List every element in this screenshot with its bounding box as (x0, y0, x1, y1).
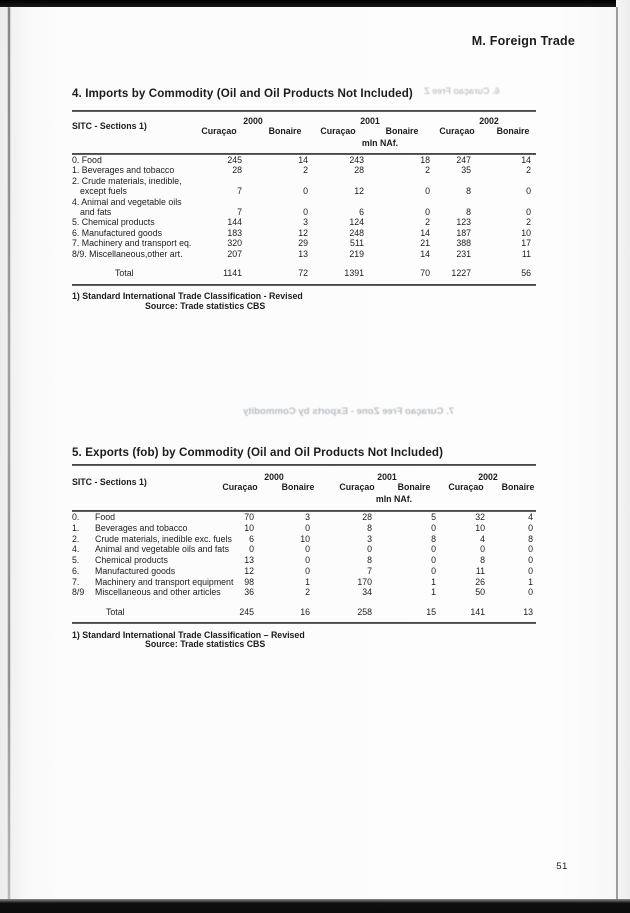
cell-value: 0 (431, 555, 436, 565)
row-label: 2. Crude materials, inedible, (72, 175, 182, 186)
year-header-2000: 2000 (243, 116, 263, 126)
table-body (72, 155, 536, 278)
cell-value: 12 (244, 565, 254, 576)
cell-value: 21 (420, 238, 430, 249)
cell-value: 0 (305, 555, 310, 565)
total-label: Total (115, 267, 134, 278)
cell-value: 28 (354, 165, 364, 176)
region-header-bonaire: Bonaire (397, 482, 431, 492)
cell-value: 3 (303, 217, 308, 228)
total-row (72, 607, 536, 618)
cell-value: 13 (244, 555, 254, 565)
cell-value: 50 (475, 587, 485, 598)
cell-value: 0 (431, 565, 436, 576)
cell-value: 7 (237, 186, 242, 197)
row-label-continued: and fats (80, 206, 112, 217)
region-header-bonaire: Bonaire (385, 126, 419, 136)
total-value: 258 (357, 607, 372, 617)
cell-value: 0 (526, 206, 531, 217)
footnote-source: Source: Trade statistics CBS (145, 300, 266, 311)
cell-value: 248 (349, 227, 364, 238)
total-value: 1391 (344, 267, 364, 278)
row-label: Machinery and transport equipment (95, 576, 234, 587)
row-number: 0. (72, 512, 80, 522)
row-label-continued: except fuels (80, 186, 127, 197)
footnote-sitc: 1) Standard International Trade Classification - Revised (72, 291, 303, 302)
cell-value: 0 (528, 565, 533, 576)
section-title-imports: 4. Imports by Commodity (Oil and Oil Products Not Included) (72, 87, 413, 100)
cell-value: 0 (528, 522, 533, 533)
table-rule-bottom (72, 622, 536, 624)
cell-value: 0 (249, 544, 254, 555)
year-header-2001: 2001 (360, 116, 380, 126)
cell-value: 144 (227, 217, 242, 228)
total-value: 1141 (223, 267, 242, 278)
cell-value: 0 (305, 565, 310, 576)
total-label: Total (106, 607, 125, 617)
cell-value: 320 (227, 238, 242, 249)
cell-value: 243 (349, 155, 364, 165)
table-footnotes (72, 292, 536, 311)
total-value: 245 (239, 607, 254, 617)
cell-value: 10 (244, 522, 254, 533)
table-row (72, 534, 536, 545)
cell-value: 0 (303, 186, 308, 197)
total-value: 15 (426, 607, 436, 617)
cell-value: 1 (305, 576, 310, 587)
cell-value: 17 (521, 238, 531, 249)
cell-value: 1 (431, 587, 436, 598)
row-number: 7. (72, 576, 80, 587)
region-header-bonaire: Bonaire (501, 482, 535, 492)
cell-value: 7 (367, 565, 372, 576)
bleed-through-text: 6. Curaçao Free Z (424, 86, 500, 96)
cell-value: 123 (456, 217, 471, 228)
cell-value: 6 (249, 533, 254, 544)
cell-value: 70 (244, 512, 254, 522)
bleed-through-text: 7. Curaçao Free Zone - Exports by Commodity (243, 406, 455, 417)
region-header-bonaire: Bonaire (496, 126, 530, 136)
cell-value: 34 (362, 587, 372, 598)
row-label: Manufactured goods (95, 565, 176, 576)
section-title-exports: 5. Exports (fob) by Commodity (Oil and Oil Products Not Included) (72, 446, 444, 459)
cell-value: 14 (298, 155, 308, 165)
sitc-column-header: SITC - Sections 1) (72, 477, 147, 487)
cell-value: 511 (349, 238, 364, 249)
row-number: 5. (72, 555, 80, 565)
total-value: 72 (298, 267, 308, 278)
cell-value: 5 (431, 512, 436, 522)
cell-value: 0 (528, 587, 533, 598)
region-header-curacao: Curaçao (439, 126, 475, 136)
cell-value: 8 (466, 186, 471, 197)
row-label: Crude materials, inedible exc. fuels (95, 533, 232, 544)
table-header (72, 466, 536, 510)
cell-value: 207 (227, 248, 242, 259)
cell-value: 35 (461, 165, 471, 176)
sitc-column-header: SITC - Sections 1) (72, 121, 147, 131)
cell-value: 2 (526, 217, 531, 228)
row-number: 8/9 (72, 587, 85, 598)
total-value: 141 (470, 607, 485, 617)
cell-value: 8 (480, 555, 485, 565)
cell-value: 14 (521, 155, 531, 165)
cell-value: 0 (305, 522, 310, 533)
total-value: 56 (521, 267, 531, 278)
scan-left-edge-line (8, 7, 10, 902)
row-label: 5. Chemical products (72, 217, 155, 228)
row-number: 1. (72, 522, 80, 533)
cell-value: 8 (367, 522, 372, 533)
row-label: Miscellaneous and other articles (95, 587, 221, 598)
scan-bottom-edge-bar (0, 899, 630, 913)
cell-value: 8 (367, 555, 372, 565)
row-label: Animal and vegetable oils and fats (95, 544, 229, 555)
scan-right-edge-line (616, 7, 618, 902)
cell-value: 388 (456, 238, 471, 249)
region-header-curacao: Curaçao (222, 482, 258, 492)
region-header-curacao: Curaçao (448, 482, 484, 492)
year-header-2002: 2002 (478, 472, 498, 482)
total-value: 1227 (451, 267, 471, 278)
table-row (72, 566, 536, 577)
region-header-curacao: Curaçao (201, 126, 237, 136)
cell-value: 12 (298, 227, 308, 238)
table-footnotes (72, 631, 536, 650)
row-label: 6. Manufactured goods (72, 227, 162, 238)
cell-value: 10 (475, 522, 485, 533)
cell-value: 170 (357, 576, 372, 587)
cell-value: 3 (367, 533, 372, 544)
cell-value: 0 (425, 206, 430, 217)
table-row (72, 555, 536, 566)
cell-value: 98 (244, 576, 254, 587)
total-value: 16 (300, 607, 310, 617)
row-number: 4. (72, 544, 80, 555)
cell-value: 0 (431, 544, 436, 555)
table-row (72, 197, 536, 207)
imports-table (72, 110, 536, 311)
table-rule-bottom (72, 284, 536, 286)
region-header-bonaire: Bonaire (281, 482, 315, 492)
cell-value: 187 (456, 227, 471, 238)
table-row (72, 577, 536, 588)
cell-value: 36 (244, 587, 254, 598)
year-header-2000: 2000 (264, 472, 284, 482)
cell-value: 0 (526, 186, 531, 197)
cell-value: 0 (431, 522, 436, 533)
cell-value: 28 (232, 165, 242, 176)
scan-top-edge-bar (0, 0, 616, 7)
cell-value: 12 (354, 186, 364, 197)
table-row (72, 512, 536, 523)
cell-value: 0 (528, 544, 533, 555)
region-header-curacao: Curaçao (339, 482, 375, 492)
table-header (72, 112, 536, 153)
cell-value: 0 (305, 544, 310, 555)
table-row (72, 186, 536, 196)
cell-value: 7 (237, 206, 242, 217)
cell-value: 2 (303, 165, 308, 176)
scan-right-strip (618, 0, 630, 913)
row-number: 2. (72, 533, 80, 544)
table-row (72, 544, 536, 555)
cell-value: 2 (305, 587, 310, 598)
cell-value: 32 (475, 512, 485, 522)
table-row (72, 207, 536, 217)
unit-label: mln NAf. (361, 138, 399, 148)
table-row (72, 165, 536, 175)
row-label: 0. Food (72, 155, 102, 165)
table-row (72, 587, 536, 598)
cell-value: 2 (425, 165, 430, 176)
row-label: Beverages and tobacco (95, 522, 188, 533)
table-row (72, 155, 536, 165)
page-header: M. Foreign Trade (471, 34, 575, 48)
cell-value: 2 (526, 165, 531, 176)
cell-value: 1 (528, 576, 533, 587)
cell-value: 8 (528, 533, 533, 544)
cell-value: 245 (227, 155, 242, 165)
exports-table (72, 464, 536, 650)
region-header-curacao: Curaçao (320, 126, 356, 136)
cell-value: 0 (367, 544, 372, 555)
cell-value: 6 (359, 206, 364, 217)
row-label: Chemical products (95, 555, 168, 565)
cell-value: 0 (528, 555, 533, 565)
cell-value: 0 (480, 544, 485, 555)
cell-value: 8 (431, 533, 436, 544)
cell-value: 18 (420, 155, 430, 165)
total-value: 70 (420, 267, 430, 278)
cell-value: 26 (475, 576, 485, 587)
row-label: 1. Beverages and tobacco (72, 165, 175, 176)
cell-value: 4 (528, 512, 533, 522)
cell-value: 28 (362, 512, 372, 522)
cell-value: 0 (425, 186, 430, 197)
cell-value: 8 (466, 206, 471, 217)
cell-value: 0 (303, 206, 308, 217)
row-number: 6. (72, 565, 80, 576)
table-row (72, 176, 536, 186)
cell-value: 10 (521, 227, 531, 238)
row-label: 4. Animal and vegetable oils (72, 196, 182, 207)
table-body (72, 512, 536, 618)
row-label: Food (95, 512, 116, 522)
cell-value: 14 (420, 248, 430, 259)
cell-value: 10 (300, 533, 310, 544)
cell-value: 13 (298, 248, 308, 259)
total-row (72, 268, 536, 278)
cell-value: 11 (521, 248, 531, 259)
row-label: 8/9. Miscellaneous,other art. (72, 248, 183, 259)
cell-value: 247 (456, 155, 471, 165)
cell-value: 29 (298, 238, 308, 249)
cell-value: 3 (305, 512, 310, 522)
table-row (72, 217, 536, 227)
cell-value: 124 (349, 217, 364, 228)
year-header-2002: 2002 (479, 116, 499, 126)
footnote-sitc: 1) Standard International Trade Classification – Revised (72, 629, 305, 640)
region-header-bonaire: Bonaire (268, 126, 302, 136)
cell-value: 219 (349, 248, 364, 259)
cell-value: 231 (456, 248, 471, 259)
footnote-source: Source: Trade statistics CBS (145, 639, 266, 650)
cell-value: 4 (480, 533, 485, 544)
row-label: 7. Machinery and transport eq. (72, 238, 192, 249)
table-row (72, 523, 536, 534)
table-row (72, 249, 536, 259)
unit-label: mln NAf. (375, 494, 413, 504)
cell-value: 2 (425, 217, 430, 228)
cell-value: 183 (227, 227, 242, 238)
page-number: 51 (556, 861, 568, 872)
cell-value: 1 (431, 576, 436, 587)
total-value: 13 (523, 607, 533, 617)
table-row (72, 238, 536, 248)
year-header-2001: 2001 (377, 472, 397, 482)
cell-value: 14 (420, 227, 430, 238)
table-row (72, 228, 536, 238)
cell-value: 11 (475, 565, 485, 576)
